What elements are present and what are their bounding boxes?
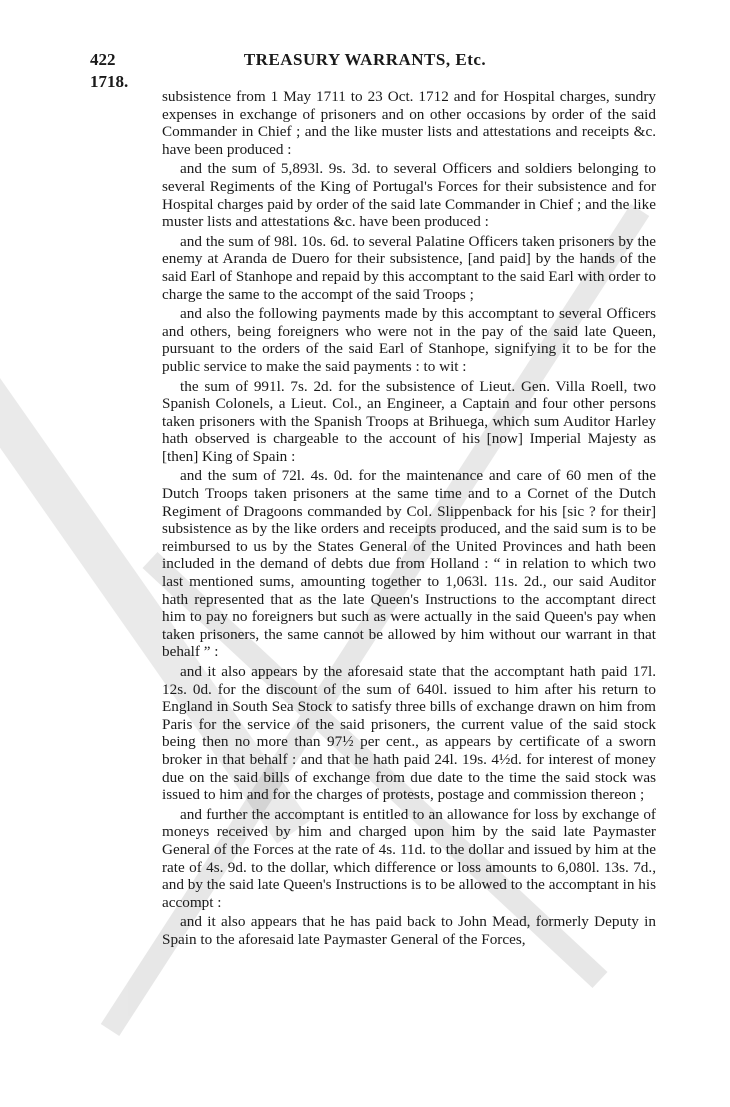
paragraph: and it also appears by the aforesaid state that the accomptant hath paid 17l. 12s. 0d. for the discount of the sum of 640l. issued to him after his return to England in South Sea Stock to satisfy three bills of exchange drawn on him from Paris for the service of the said prisoners, the current value of the said stock being then no more than 97½ per cent., as appears by certificate of a sworn broker in that behalf : and that he hath paid 24l. 19s. 4½d. for interest of money due on the said bills of exchange from due date to the time the said stock was issued to him and for the charges of protests, postage and commission thereon ;: [162, 663, 656, 804]
paragraph: subsistence from 1 May 1711 to 23 Oct. 1712 and for Hospital charges, sundry expenses in exchange of prisoners and on other occasions by order of the said Commander in Chief ; and the like muster lists and attestations and receipts &c. have been produced :: [162, 88, 656, 158]
paragraph: and further the accomptant is entitled to an allowance for loss by exchange of moneys received by him and charged upon him by the said late Paymaster General of the Forces at the rate of 4s. 11d. to the dollar and issued by him at the rate of 4s. 9d. to the dollar, which difference or loss amounts to 6,080l. 13s. 7d., and by the said late Queen's Instructions is to be allowed to the accomptant in his accompt :: [162, 805, 656, 911]
paragraph: and it also appears that he has paid back to John Mead, formerly Deputy in Spain to the aforesaid late Paymaster General of the Forces,: [162, 913, 656, 948]
year-margin: 1718.: [90, 72, 129, 91]
page-number: 422: [90, 50, 116, 69]
paragraph: and the sum of 72l. 4s. 0d. for the maintenance and care of 60 men of the Dutch Troops taken prisoners at the same time and to a Cornet of the Dutch Regiment of Dragoons commanded by Col. Slippenback for his [sic ? for their] subsistence as by the like orders and receipts produced, and the said sum is to be reimbursed to us by the States General of the United Provinces and hath been included in the demand of debts due from Holland : “ in relation to which two last mentioned sums, amounting together to 1,063l. 11s. 2d., our said Auditor hath represented that as the late Queen's Instructions to the accomptant direct him to pay no foreigners but such as were actually in the said Queen's pay when taken prisoners, the same cannot be allowed by him without our warrant in that behalf ” :: [162, 467, 656, 661]
paragraph: the sum of 991l. 7s. 2d. for the subsistence of Lieut. Gen. Villa Roell, two Spanish Colonels, a Lieut. Col., an Engineer, a Captain and four other persons taken prisoners with the Spanish Troops at Brihuega, which sum Auditor Harley hath observed is chargeable to the account of his [now] Imperial Majesty as [then] King of Spain :: [162, 377, 656, 465]
paragraph: and also the following payments made by this accomptant to several Officers and others, being foreigners who were not in the pay of the said late Queen, pursuant to the orders of the said Earl of Stanhope, signifying it to be for the public service to make the said payments : to wit :: [162, 305, 656, 375]
paragraph: and the sum of 98l. 10s. 6d. to several Palatine Officers taken prisoners by the enemy at Aranda de Duero for their subsistence, [and paid] by the hands of the said Earl of Stanhope and repaid by this accomptant to the said Earl with order to charge the same to the accompt of the said Troops ;: [162, 232, 656, 303]
paragraph: and the sum of 5,893l. 9s. 3d. to several Officers and soldiers belonging to several Regiments of the King of Portugal's Forces for their subsistence and for Hospital charges paid by order of the said late Commander in Chief ; and the like muster lists and attestations &c. have been produced :: [162, 160, 656, 231]
running-head: TREASURY WARRANTS, Etc.: [243, 50, 487, 69]
body-text: [162, 88, 656, 951]
